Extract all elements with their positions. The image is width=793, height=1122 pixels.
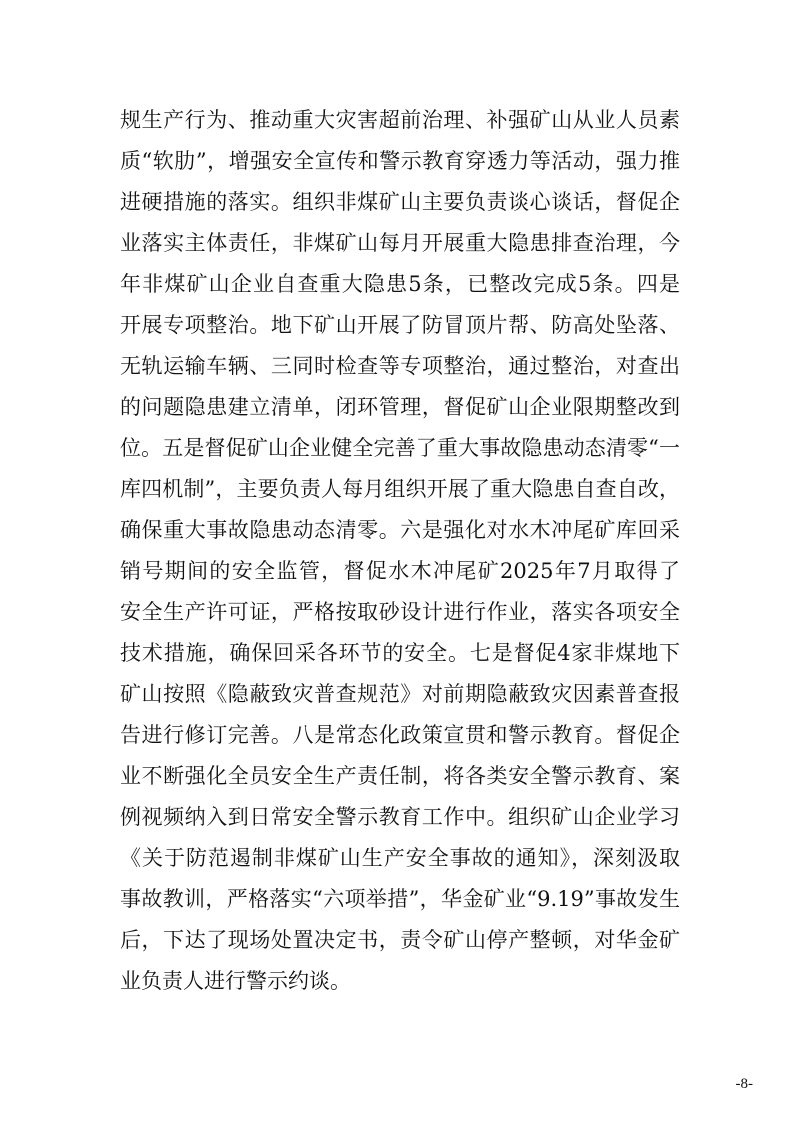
text-line: 质“软肋”，增强安全宣传和警示教育穿透力等活动，强力推 bbox=[120, 149, 680, 173]
text-line: 库四机制”，主要负责人每月组织开展了重大隐患自查自改， bbox=[120, 477, 680, 501]
text-line: 技术措施，确保回采各环节的安全。七是督促4家非煤地下 bbox=[120, 641, 680, 665]
text-line: 规生产行为、推动重大灾害超前治理、补强矿山从业人员素 bbox=[120, 108, 680, 132]
text-line: 安全生产许可证，严格按取砂设计进行作业，落实各项安全 bbox=[120, 600, 680, 624]
text-line: 告进行修订完善。八是常态化政策宣贯和警示教育。督促企 bbox=[120, 723, 680, 747]
text-line: 位。五是督促矿山企业健全完善了重大事故隐患动态清零“一 bbox=[120, 436, 680, 460]
page-number: -8- bbox=[735, 1076, 753, 1092]
text-line: 例视频纳入到日常安全警示教育工作中。组织矿山企业学习 bbox=[120, 805, 680, 829]
text-line: 业不断强化全员安全生产责任制，将各类安全警示教育、案 bbox=[120, 764, 680, 788]
text-line: 业落实主体责任，非煤矿山每月开展重大隐患排查治理，今 bbox=[120, 231, 680, 255]
text-line: 年非煤矿山企业自查重大隐患5条，已整改完成5条。四是 bbox=[120, 272, 680, 296]
text-line: 确保重大事故隐患动态清零。六是强化对水木冲尾矿库回采 bbox=[120, 518, 680, 542]
text-line: 无轨运输车辆、三同时检查等专项整治，通过整治，对查出 bbox=[120, 354, 680, 378]
text-line: 《关于防范遏制非煤矿山生产安全事故的通知》，深刻汲取 bbox=[120, 846, 680, 870]
text-line: 的问题隐患建立清单，闭环管理，督促矿山企业限期整改到 bbox=[120, 395, 680, 419]
text-line: 开展专项整治。地下矿山开展了防冒顶片帮、防高处坠落、 bbox=[120, 313, 680, 337]
text-line: 销号期间的安全监管，督促水木冲尾矿2025年7月取得了 bbox=[120, 559, 680, 583]
body-text bbox=[120, 100, 680, 1002]
text-line: 进硬措施的落实。组织非煤矿山主要负责谈心谈话，督促企 bbox=[120, 190, 680, 214]
text-line: 后，下达了现场处置决定书，责令矿山停产整顿，对华金矿 bbox=[120, 928, 680, 952]
text-line: 矿山按照《隐蔽致灾普查规范》对前期隐蔽致灾因素普查报 bbox=[120, 682, 680, 706]
text-line: 事故教训，严格落实“六项举措”，华金矿业“9.19”事故发生 bbox=[120, 887, 680, 911]
text-line: 业负责人进行警示约谈。 bbox=[120, 969, 351, 993]
